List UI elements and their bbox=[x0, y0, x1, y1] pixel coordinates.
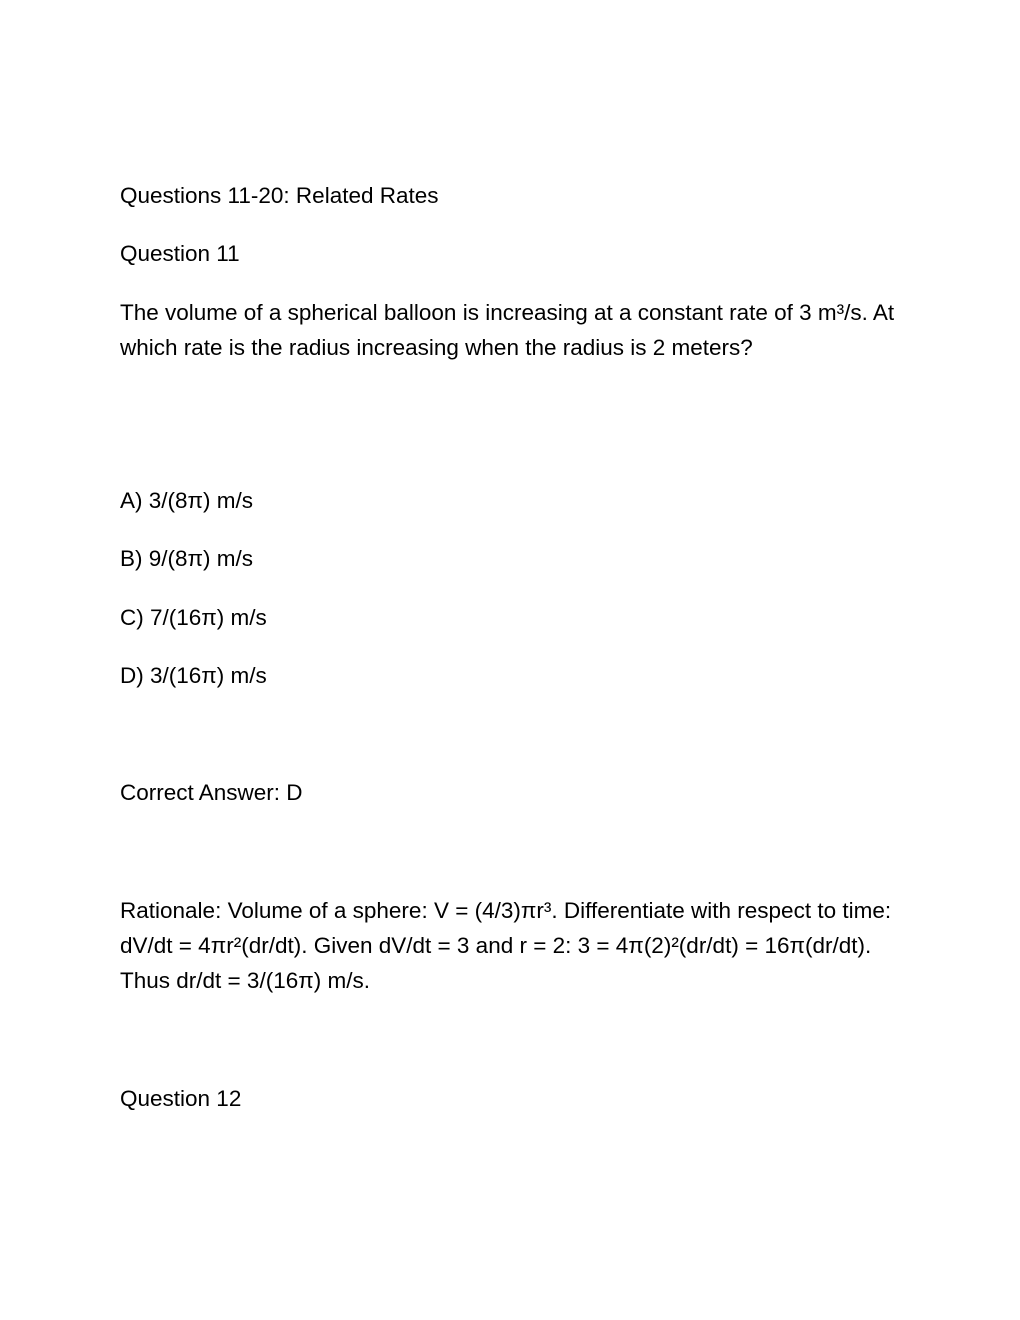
question-11-heading: Question 11 bbox=[120, 241, 240, 266]
correct-answer: Correct Answer: D bbox=[120, 780, 303, 805]
answer-option-c: C) 7/(16π) m/s bbox=[120, 605, 267, 630]
question-12-heading: Question 12 bbox=[120, 1086, 242, 1111]
section-title: Questions 11-20: Related Rates bbox=[120, 183, 439, 208]
rationale-text: Rationale: Volume of a sphere: V = (4/3)πr³. Differentiate with respect to time: dV/dt = 4πr²(dr/dt). Given dV/dt = 3 and r = 2: 3 = 4π(2)²(dr/dt) = 16π(dr/dt). Thus dr/dt = 3/(16π) m/s. bbox=[120, 898, 892, 993]
question-11-text: The volume of a spherical balloon is increasing at a constant rate of 3 m³/s. At which rate is the radius increasing when the radius is 2 meters? bbox=[120, 300, 895, 360]
answer-option-b: B) 9/(8π) m/s bbox=[120, 546, 254, 571]
answer-option-a: A) 3/(8π) m/s bbox=[120, 488, 254, 513]
answer-option-d: D) 3/(16π) m/s bbox=[120, 663, 267, 688]
